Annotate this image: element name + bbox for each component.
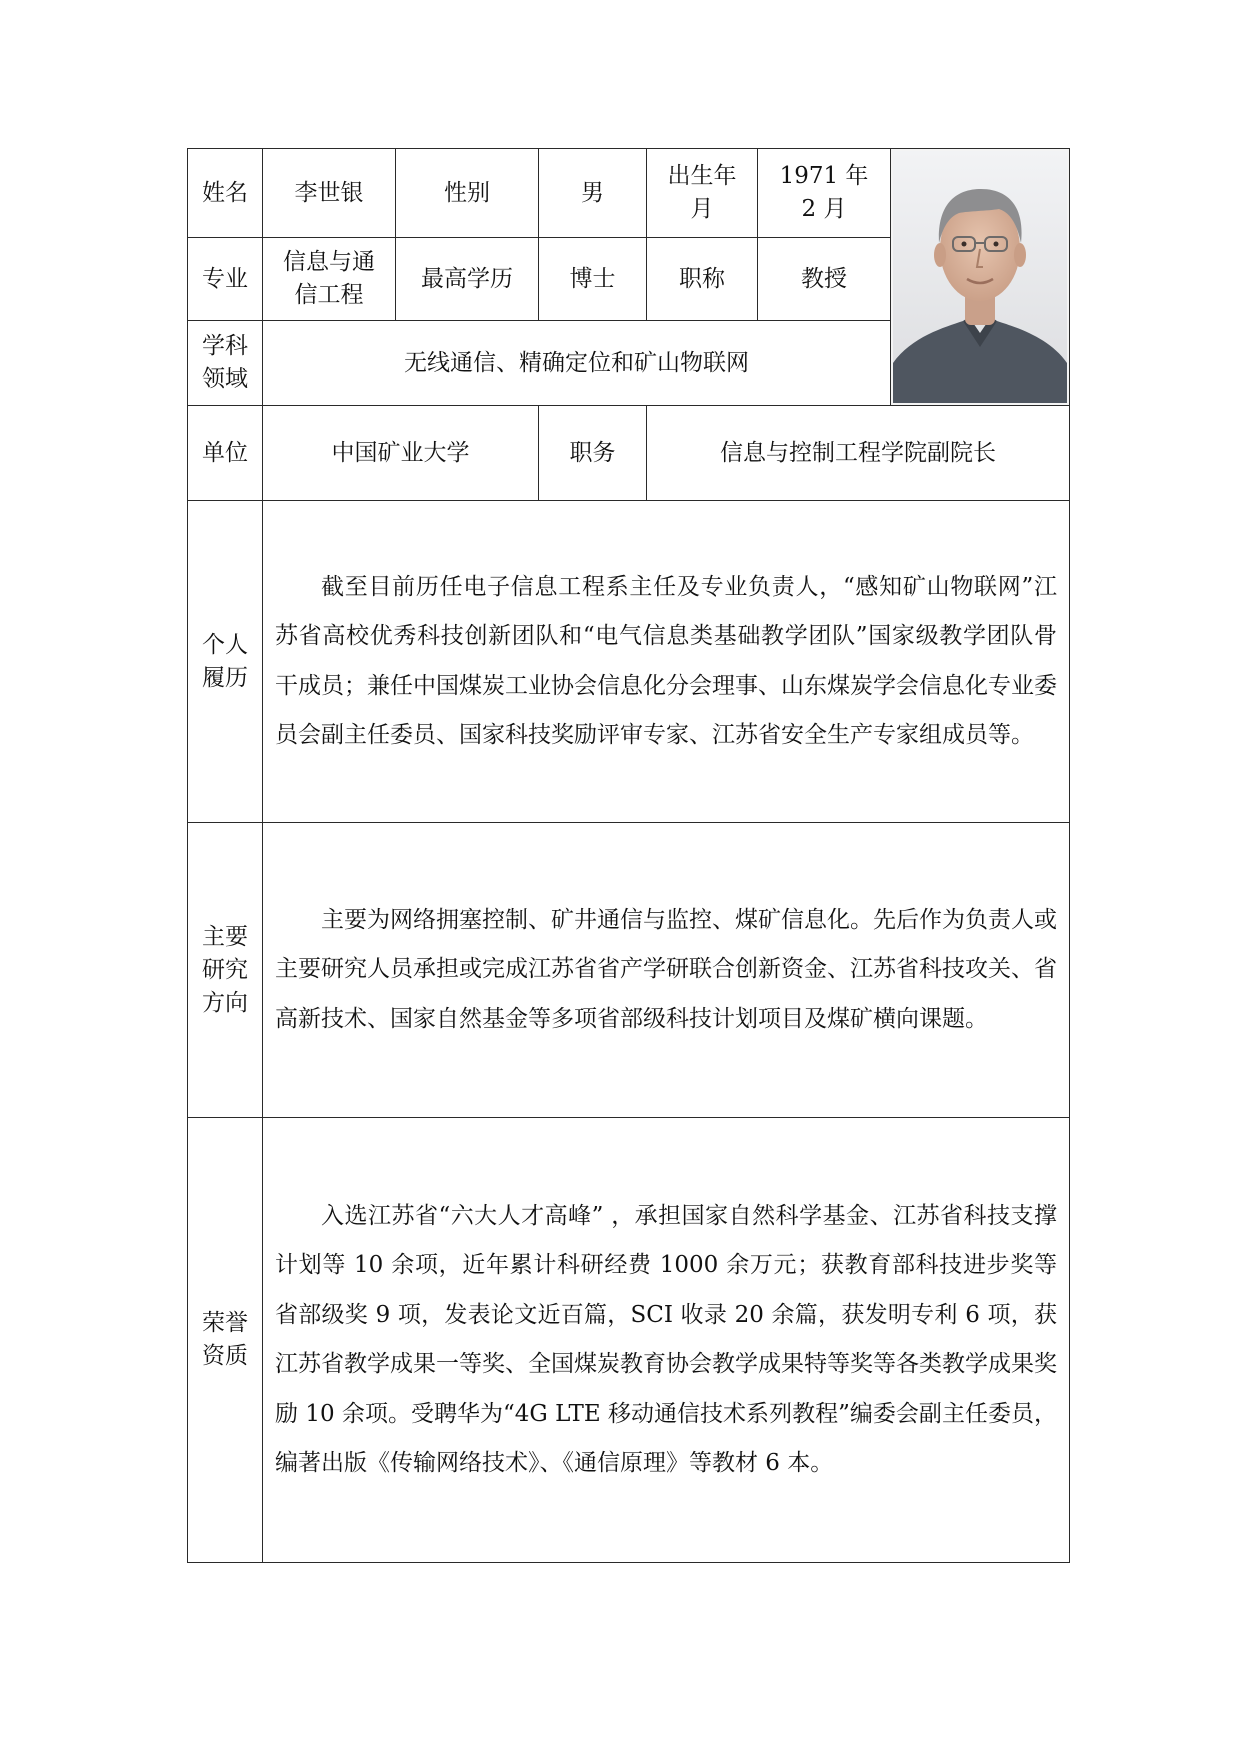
honors-cell: [263, 1118, 1070, 1563]
title-value: 教授: [758, 238, 891, 321]
position-label: 职务: [539, 406, 647, 501]
row-research: [188, 823, 1070, 1118]
birth-label: 出生年月: [647, 149, 758, 238]
name-value: 李世银: [263, 149, 396, 238]
gender-value: 男: [539, 149, 647, 238]
row-basic-1: [188, 149, 1070, 238]
row-unit: [188, 406, 1070, 501]
gender-label: 性别: [396, 149, 539, 238]
resume-text: 截至目前历任电子信息工程系主任及专业负责人，“感知矿山物联网”江苏省高校优秀科技创新团队和“电气信息类基础教学团队”国家级教学团队骨干成员；兼任中国煤炭工业协会信息化分会理事、山东煤炭学会信息化专业委员会副主任委员、国家科技奖励评审专家、江苏省安全生产专家组成员等。: [275, 573, 1057, 748]
title-label: 职称: [647, 238, 758, 321]
field-label: 学科领域: [188, 321, 263, 406]
major-label: 专业: [188, 238, 263, 321]
unit-label: 单位: [188, 406, 263, 501]
major-value: 信息与通信工程: [263, 238, 396, 321]
unit-value: 中国矿业大学: [263, 406, 539, 501]
row-honors: [188, 1118, 1070, 1563]
photo-cell: [891, 149, 1070, 406]
position-value: 信息与控制工程学院副院长: [647, 406, 1070, 501]
resume-label: 个人履历: [188, 501, 263, 823]
portrait-photo: [893, 151, 1067, 403]
degree-value: 博士: [539, 238, 647, 321]
name-label: 姓名: [188, 149, 263, 238]
birth-value: 1971 年 2 月: [758, 149, 891, 238]
honors-label: 荣誉资质: [188, 1118, 263, 1563]
degree-label: 最高学历: [396, 238, 539, 321]
row-resume: [188, 501, 1070, 823]
resume-cell: [263, 501, 1070, 823]
field-value: 无线通信、精确定位和矿山物联网: [263, 321, 891, 406]
honors-text: 入选江苏省“六大人才高峰” ，承担国家自然科学基金、江苏省科技支撑计划等 10 余项，近年累计科研经费 1000 余万元；获教育部科技进步奖等省部级奖 9 项，发表论文近百篇，SCI 收录 20 余篇，获发明专利 6 项，获江苏省教学成果一等奖、全国煤炭教育协会教学成果特等奖等各类教学成果奖励 10 余项。受聘华为“4G LTE 移动通信技术系列教程”编委会副主任委员，编著出版《传输网络技术》、《通信原理》等教材 6 本。: [275, 1202, 1057, 1476]
profile-table: [187, 148, 1070, 1563]
research-text: 主要为网络拥塞控制、矿井通信与监控、煤矿信息化。先后作为负责人或主要研究人员承担或完成江苏省省产学研联合创新资金、江苏省科技攻关、省高新技术、国家自然基金等多项省部级科技计划项目及煤矿横向课题。: [275, 906, 1057, 1032]
research-cell: [263, 823, 1070, 1118]
research-label: 主要研究方向: [188, 823, 263, 1118]
